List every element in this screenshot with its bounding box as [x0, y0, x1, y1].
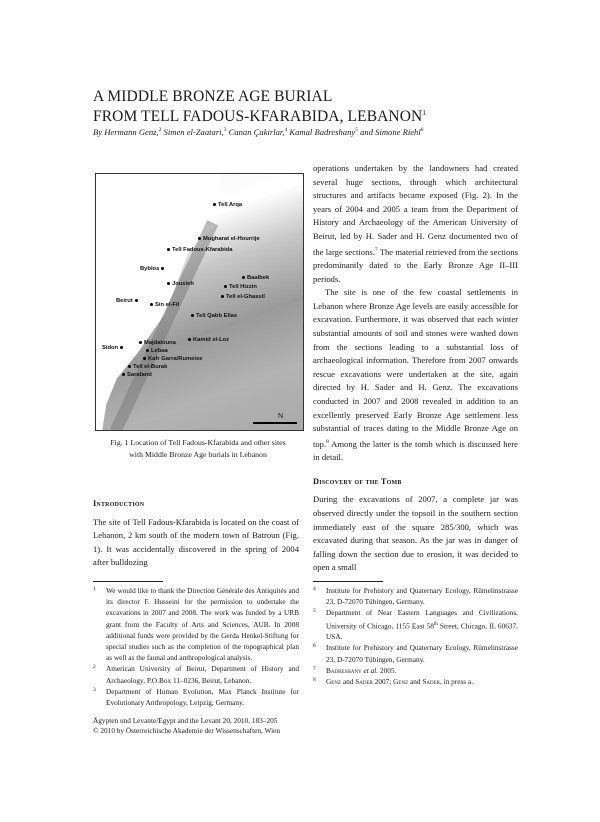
- figure-1-map: [95, 173, 304, 431]
- paragraph: [313, 162, 518, 286]
- paragraph: During the excavations of 2007, a complete jar was observed directly under the topsoil in the southern section immediately east of the square 285/300, which was excavated during that season. As the jar was in danger of falling down the section due to erosion, it was decided to open a small: [313, 494, 518, 573]
- map-site-label: Tell Arqa: [213, 202, 242, 209]
- footnote-text: American University of Beirut, Department of History and Archaeology, P.O.Box 11–0236, Beirut, Lebanon.: [106, 664, 299, 685]
- cited-author: Sader: [355, 676, 373, 686]
- title-line-1: A MIDDLE BRONZE AGE BURIAL: [93, 88, 333, 105]
- map-site-label: Baalbek: [242, 275, 269, 282]
- author: Kamal Badreshany: [289, 127, 356, 137]
- footnote-text-part: and: [341, 676, 356, 686]
- cited-author: Sader: [422, 676, 440, 686]
- map-site-label: Tell Hizzin: [224, 284, 257, 291]
- footnote: [313, 585, 518, 607]
- footnote-text-part: , in press a.: [440, 676, 474, 686]
- map-site-label: Sin el-Fil: [150, 302, 179, 309]
- footnote-text: Institute for Prehistory and Quaternary Ecology, Rümelinstrasse 23, D-72070 Tübingen, Germany.: [326, 585, 518, 607]
- figure-caption: [93, 437, 303, 460]
- paragraph-text: The site is one of the few coastal settlements in Lebanon where Bronze Age levels are easily accessible for excavation. Furthermore, it was observed that each winter substantial amounts of soil and stones were washed down from the sections leading to a substantial loss of archaeological information. Therefore from 2007 onwards rescue excavations were undertaken at the site, again directed by H. Sader and H. Genz. The excavations conducted in 2007 and 2008 revealed in addition to an excellently preserved Early Bronze Age settlement less substantial of traces dating to the Middle Bronze Age on top.: [313, 287, 518, 449]
- footnote-text: Institute for Prehistory and Quaternary Ecology, Rümelinstrasse 23, D-72070 Tübingen, Germany.: [326, 643, 518, 664]
- scale-bar: [253, 422, 297, 424]
- footnote: [93, 663, 299, 685]
- footnote-text-part: 2005.: [378, 665, 397, 675]
- footnote: [93, 585, 299, 663]
- footnotes-left: [93, 581, 299, 708]
- map-site-label: Tell Fadous-Kfarabida: [167, 247, 232, 254]
- map-site-label: Sidon: [102, 345, 123, 352]
- title-line-2: [93, 105, 426, 125]
- section-heading-discovery: Discovery of the Tomb: [313, 476, 402, 486]
- footnote-text-part: 2007;: [372, 676, 394, 686]
- map-site-label: Tell el-Ghassil: [221, 294, 265, 301]
- footnotes-right: [313, 581, 518, 687]
- map-site-label: Mugharat el-Hourrije: [198, 236, 260, 243]
- footnote-text: [326, 607, 518, 642]
- footnote-text-part: Department of Near Eastern Languages and Civilizations, University of Chicago, 1155 East 58: [326, 608, 518, 630]
- paragraph: [313, 286, 518, 465]
- author-note-ref[interactable]: 5: [355, 127, 358, 134]
- footnote-text-part: and: [408, 676, 423, 686]
- paragraph-text: The material retrieved from the sections predominantly dated to the Early Bronze Age II–III periods.: [313, 246, 518, 284]
- footnote-ref[interactable]: 8: [326, 438, 329, 445]
- map-site-label: Jousieh: [167, 281, 194, 288]
- map-site-label: Tell el-Burak: [128, 364, 167, 371]
- footnote-ref[interactable]: 7: [374, 246, 378, 253]
- left-column: [93, 497, 299, 575]
- cited-author: Genz: [326, 676, 341, 686]
- footnote-number: 5: [313, 608, 316, 615]
- left-column-wrapper: [93, 497, 299, 736]
- cited-author: Badreshany: [326, 665, 362, 675]
- footnote-rule: [93, 581, 163, 582]
- footnote-number: 2: [93, 664, 96, 671]
- author-list: [93, 127, 423, 137]
- author-note-ref[interactable]: 2: [158, 127, 162, 134]
- author: and Simone Riehl: [360, 127, 421, 137]
- article-title: [93, 88, 426, 125]
- footnote-text: [326, 665, 518, 676]
- title-footnote-ref[interactable]: 1: [422, 109, 426, 117]
- title-line-2-text: FROM TELL FADOUS-KFARABIDA, LEBANON: [93, 108, 423, 126]
- footnote-number: 8: [313, 676, 316, 683]
- map-site-label: Beirut: [116, 298, 138, 305]
- paragraph-text: Among the latter is the tomb which is discussed here in detail.: [313, 438, 518, 463]
- section-heading-introduction: Introduction: [93, 499, 145, 508]
- footnote-number: 4: [313, 585, 316, 592]
- cited-author: Genz: [393, 676, 409, 686]
- page-footer: [93, 716, 299, 736]
- author: By Hermann Genz,: [93, 127, 159, 137]
- caption-line: Fig. 1 Location of Tell Fadous-Kfarabida and other sites: [110, 438, 286, 447]
- footnote: [93, 686, 299, 708]
- ordinal-suffix: th: [433, 621, 438, 627]
- author: Canan Çakirlar,: [228, 127, 285, 137]
- footnote-text-part: Street, Chicago, IL 60637, USA.: [326, 620, 518, 642]
- right-column-wrapper: [313, 162, 518, 687]
- footnote: [313, 676, 518, 687]
- north-arrow-icon: N: [277, 413, 283, 420]
- map-site-label: Kamid el-Loz: [188, 337, 229, 344]
- footnote-rule: [313, 581, 383, 582]
- paragraph-text: operations undertaken by the landowners had created several huge sections, through which architectural structures and artifacts became exposed (Fig. 2). In the years of 2004 and 2005 a team from the Department of History and Archaeology of the American University of Beirut, led by H. Sader and H. Genz documented two of the large sections.: [313, 163, 518, 257]
- map-site-label: Lebaa: [146, 348, 168, 355]
- footnote: [313, 665, 518, 676]
- author: Simen el-Zaatari,: [163, 127, 224, 137]
- author-note-ref[interactable]: 6: [420, 127, 424, 134]
- caption-line: with Middle Bronze Age burials in Lebanon: [129, 449, 267, 459]
- author-note-ref[interactable]: 4: [284, 127, 288, 134]
- copyright: © 2010 by Österreichische Akademie der Wissenschaften, Wien: [93, 726, 281, 736]
- footnote-number: 3: [93, 686, 96, 693]
- footnote: [313, 642, 518, 664]
- footnote-number: 6: [313, 643, 316, 650]
- journal-citation: Ägypten und Levante/Egypt and the Levant 20, 2010, 183–205: [93, 716, 278, 726]
- map-site-label: Kafr Garra/Rumeise: [143, 356, 202, 363]
- footnote-text: [326, 676, 518, 687]
- map-site-label: Sarafand: [122, 372, 152, 379]
- author-note-ref[interactable]: 3: [223, 127, 227, 134]
- right-column: [313, 162, 518, 575]
- map-site-label: Tell Qabb Elias: [191, 313, 237, 320]
- footnote-text: We would like to thank the Direction Générale des Antiquités and its director F. Husseini for the permission to undertake the excavations in 2007 and 2008. The work was funded by a URB grant from the Faculty of Arts and Sciences, AUB. In 2008 additional funds were provided by the Gerda Henkel-Stiftung for special studies such as the completion of the topographical plan as well as the faunal and anthropological analysis.: [106, 586, 299, 663]
- footnote-number: 1: [93, 586, 96, 592]
- footnote: [313, 607, 518, 642]
- map-site-label: Byblos: [140, 266, 164, 273]
- et-al: et al.: [363, 665, 379, 675]
- footnote-number: 7: [313, 665, 316, 672]
- map-site-label: Majdalouna: [139, 340, 176, 347]
- footnote-text: Department of Human Evolution, Max Planck Institute for Evolutionary Anthropology, Leipzig, Germany.: [106, 686, 299, 708]
- paragraph: The site of Tell Fadous-Kfarabida is located on the coast of Lebanon, 2 km south of the modern town of Batroun (Fig. 1). It was accidentally discovered in the spring of 2004 after bulldozing: [93, 516, 299, 568]
